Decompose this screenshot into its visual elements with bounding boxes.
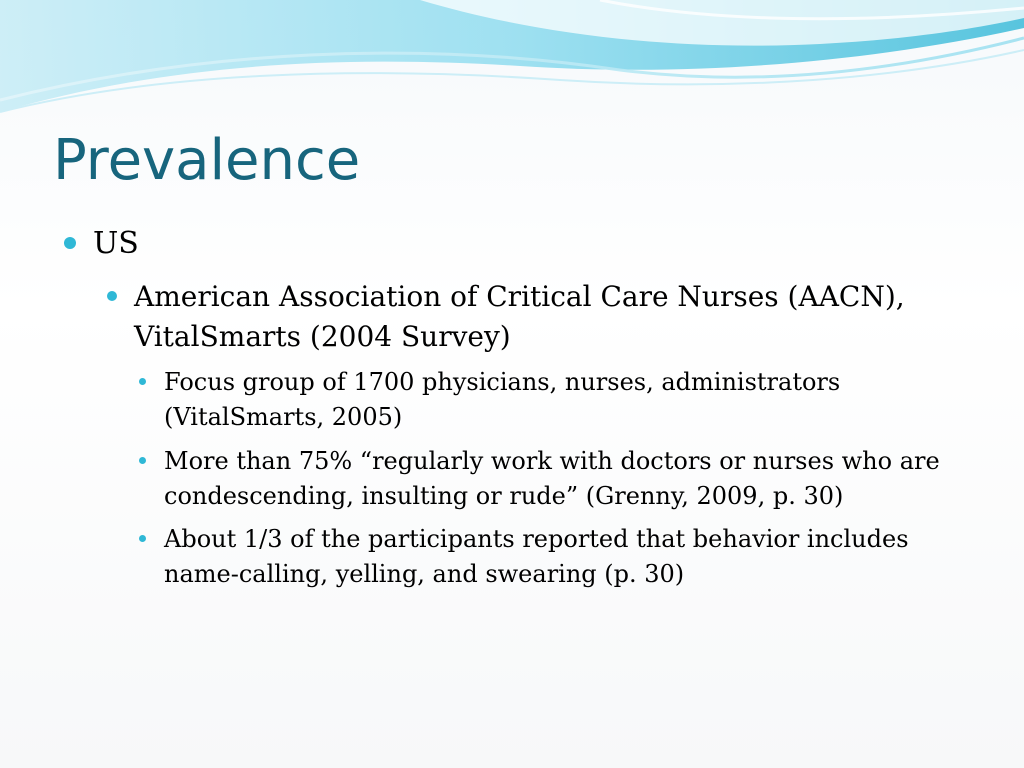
bullet-text: American Association of Critical Care Nurses (AACN), VitalSmarts (2004 Survey) xyxy=(134,280,905,353)
bullet-dot-icon xyxy=(64,237,76,249)
bullet-text: US xyxy=(93,226,139,261)
bullet-level3 xyxy=(139,522,989,592)
header-wave-decoration xyxy=(0,0,1024,130)
bullet-level3 xyxy=(139,444,989,514)
bullet-level1 xyxy=(64,225,139,263)
bullet-dot-icon xyxy=(139,457,146,464)
bullet-dot-icon xyxy=(107,291,117,301)
bullet-level3 xyxy=(139,365,989,435)
bullet-dot-icon xyxy=(139,378,146,385)
slide-title: Prevalence xyxy=(53,128,361,193)
bullet-level2 xyxy=(107,277,967,357)
bullet-text: About 1/3 of the participants reported that behavior includes name-calling, yelling, and swearing (p. 30) xyxy=(164,525,909,588)
bullet-dot-icon xyxy=(139,535,146,542)
bullet-text: Focus group of 1700 physicians, nurses, administrators (VitalSmarts, 2005) xyxy=(164,368,841,431)
bullet-text: More than 75% “regularly work with doctors or nurses who are condescending, insulting or rude” (Grenny, 2009, p. 30) xyxy=(164,447,940,510)
